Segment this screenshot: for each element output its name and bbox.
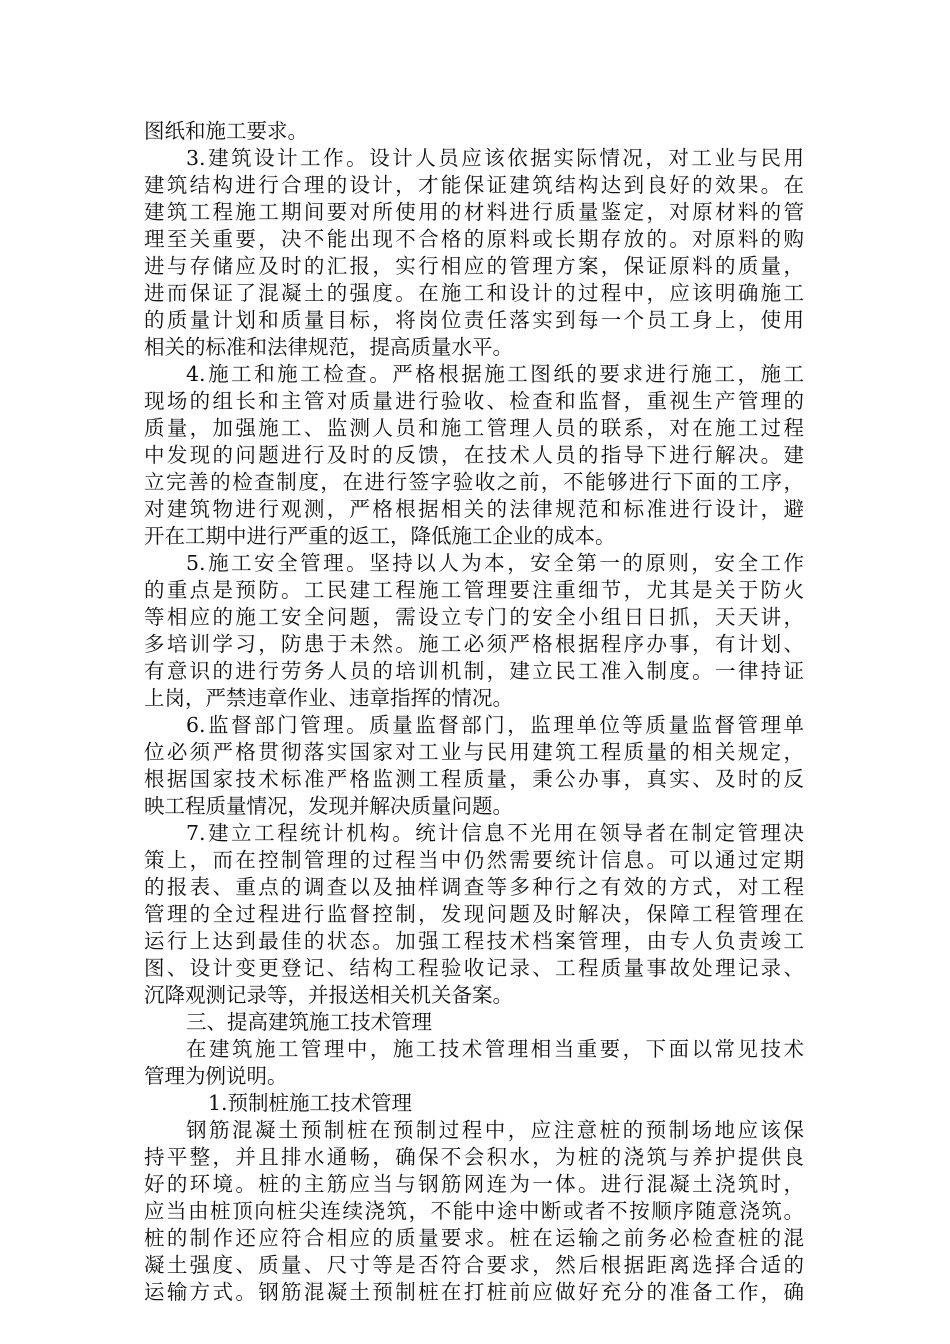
section-heading-line: 5.施工安全管理。坚持以人为本，安全第一的原则，安全工作 bbox=[186, 551, 804, 575]
text-line: 进与存储应及时的汇报，实行相应的管理方案，保证原料的质量， bbox=[144, 254, 804, 278]
text-line: 理至关重要，决不能出现不合格的原料或长期存放的。对原料的购 bbox=[144, 227, 804, 251]
section-heading-line: 4.施工和施工检查。严格根据施工图纸的要求进行施工，施工 bbox=[186, 362, 804, 386]
text-line: 应当由桩顶向桩尖连续浇筑，不能中途中断或者不按顺序随意浇筑。 bbox=[144, 1199, 804, 1223]
text-line: 运行上达到最佳的状态。加强工程技术档案管理，由专人负责竣工 bbox=[144, 929, 804, 953]
text-line: 图纸和施工要求。 bbox=[144, 119, 308, 143]
text-line: 位必须严格贯彻落实国家对工业与民用建筑工程质量的相关规定， bbox=[144, 740, 804, 764]
text-line: 持平整，并且排水通畅，确保不会积水，为桩的浇筑与养护提供良 bbox=[144, 1145, 804, 1169]
section-heading-line: 3.建筑设计工作。设计人员应该依据实际情况，对工业与民用 bbox=[186, 146, 804, 170]
text-line: 管理的全过程进行监督控制，发现问题及时解决，保障工程管理在 bbox=[144, 902, 804, 926]
text-line: 等相应的施工安全问题，需设立专门的安全小组日日抓，天天讲， bbox=[144, 605, 804, 629]
text-line: 现场的组长和主管对质量进行验收、检查和监督，重视生产管理的 bbox=[144, 389, 804, 413]
text-line: 的报表、重点的调查以及抽样调查等多种行之有效的方式，对工程 bbox=[144, 875, 804, 899]
subsection-heading: 1.预制桩施工技术管理 bbox=[208, 1091, 413, 1115]
text-line: 中发现的问题进行及时的反馈，在技术人员的指导下进行解决。建 bbox=[144, 443, 804, 467]
text-line: 立完善的检查制度，在进行签字验收之前，不能够进行下面的工序， bbox=[144, 470, 804, 494]
text-line: 有意识的进行劳务人员的培训机制，建立民工准入制度。一律持证 bbox=[144, 659, 804, 683]
text-line: 对建筑物进行观测，严格根据相关的法律规范和标准进行设计，避 bbox=[144, 497, 804, 521]
text-line: 策上，而在控制管理的过程当中仍然需要统计信息。可以通过定期 bbox=[144, 848, 804, 872]
text-line: 钢筋混凝土预制桩在预制过程中，应注意桩的预制场地应该保 bbox=[186, 1118, 804, 1142]
text-line: 运输方式。钢筋混凝土预制桩在打桩前应做好充分的准备工作，确 bbox=[144, 1280, 804, 1304]
text-line: 凝土强度、质量、尺寸等是否符合要求，然后根据距离选择合适的 bbox=[144, 1253, 804, 1277]
text-line: 的重点是预防。工民建工程施工管理要注重细节，尤其是关于防火 bbox=[144, 578, 804, 602]
section-heading-line: 6.监督部门管理。质量监督部门，监理单位等质量监督管理单 bbox=[186, 713, 804, 737]
text-line: 根据国家技术标准严格监测工程质量，秉公办事，真实、及时的反 bbox=[144, 767, 804, 791]
text-line: 进而保证了混凝土的强度。在施工和设计的过程中，应该明确施工 bbox=[144, 281, 804, 305]
text-line: 上岗，严禁违章作业、违章指挥的情况。 bbox=[144, 686, 513, 710]
text-line: 的质量计划和质量目标，将岗位责任落实到每一个员工身上，使用 bbox=[144, 308, 804, 332]
text-line: 多培训学习，防患于未然。施工必须严格根据程序办事，有计划、 bbox=[144, 632, 804, 656]
text-line: 建筑结构进行合理的设计，才能保证建筑结构达到良好的效果。在 bbox=[144, 173, 804, 197]
chapter-heading: 三、提高建筑施工技术管理 bbox=[186, 1010, 432, 1034]
section-heading-line: 7.建立工程统计机构。统计信息不光用在领导者在制定管理决 bbox=[186, 821, 804, 845]
text-line: 开在工期中进行严重的返工，降低施工企业的成本。 bbox=[144, 524, 616, 548]
text-line: 管理为例说明。 bbox=[144, 1064, 288, 1088]
text-line: 建筑工程施工期间要对所使用的材料进行质量鉴定，对原材料的管 bbox=[144, 200, 804, 224]
text-line: 好的环境。桩的主筋应当与钢筋网连为一体。进行混凝土浇筑时， bbox=[144, 1172, 804, 1196]
text-line: 映工程质量情况，发现并解决质量问题。 bbox=[144, 794, 513, 818]
body-text bbox=[144, 118, 804, 1306]
text-line: 沉降观测记录等，并报送相关机关备案。 bbox=[144, 983, 513, 1007]
text-line: 桩的制作还应符合相应的质量要求。桩在运输之前务必检查桩的混 bbox=[144, 1226, 804, 1250]
text-line: 质量，加强施工、监测人员和施工管理人员的联系，对在施工过程 bbox=[144, 416, 804, 440]
text-line: 相关的标准和法律规范，提高质量水平。 bbox=[144, 335, 513, 359]
text-line: 图、设计变更登记、结构工程验收记录、工程质量事故处理记录、 bbox=[144, 956, 804, 980]
text-line: 在建筑施工管理中，施工技术管理相当重要，下面以常见技术 bbox=[186, 1037, 804, 1061]
